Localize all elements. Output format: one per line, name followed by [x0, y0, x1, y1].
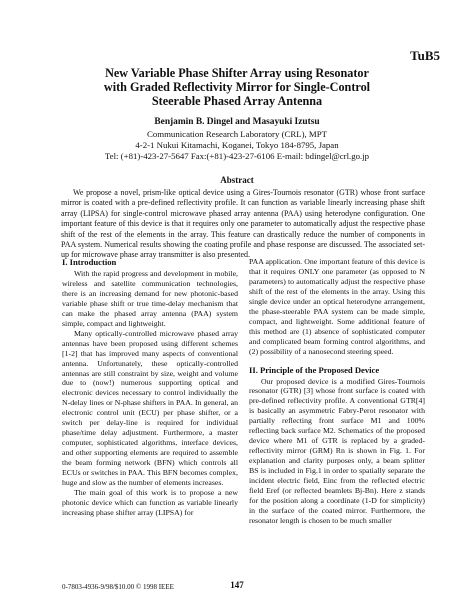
abstract-text: We propose a novel, prism-like optical device using a Gires-Tournois resonator (GTR) whose front surface mirror is coated with a pre-defined reflectivity profile. It can function as variable linearly increasing phase shift array (LIPSA) for single-control microwave phased array antenna (PAA) using heterodyne configuration. One important feature of this device is that it requires only one parameter to automatically adjust the respective phase shift of the rest of the elements in the array. This feature can drastically reduce the number of components in PAA system. Numerical results showing the coating profile and phase response are discussed. The associated set-up for microwave phase array transmitter is also presented.: [61, 188, 425, 260]
principle-paragraph-1: Our proposed device is a modified Gires-Tournois resonator (GTR) [3] whose front surface is coated with pre-defined reflectivity profile. A conventional GTR[4] is basically an asymmetric Fabry-Perot resonator with partially reflecting front surface M1 and 100% reflecting back surface M2. Schematics of the proposed device where M1 of GTR is replaced by a graded-reflectivity mirror (GRM) Rn is shown in Fig. 1. For explanation and clarity purposes only, a beam splitter BS is included in Fig.1 in order to spatially separate the incident electric field, Einc from the reflected electric field Eref (or reflected beamlets Bj-Bn). Here z stands for the position along a coordinate (1-D for simplicity) in the surface of the coated mirror. Furthermore, the resonator length is chosen to be much smaller: [249, 376, 425, 525]
affiliation-address: 4-2-1 Nukui Kitamachi, Koganei, Tokyo 184-8795, Japan: [135, 140, 339, 150]
paper-title: [0, 66, 474, 108]
intro-paragraph-1: With the rapid progress and development in mobile, wireless and satellite communication technologies, there is an increasing demand for new photonic-based variable phase shift or true time-delay mechanism that can make the phased array antenna (PAA) system simple, compact and lightweight.: [62, 269, 238, 328]
affiliation-org: Communication Research Laboratory (CRL), MPT: [146, 129, 328, 139]
principle-heading: II. Principle of the Proposed Device: [249, 364, 380, 375]
title-line-1: New Variable Phase Shifter Array using Resonator: [105, 66, 369, 80]
right-paragraph-1: PAA application. One important feature of this device is that it requires ONLY one parameter (as opposed to N parameters) to automatically adjust the respective phase shift of the rest of the elements in the array. Using this single device under an optical heterodyne arrangement, the phase-steerable PAA system can be made simple, compact, and lightweight. Some additional feature of this method are (1) absence of sophisticated computer and complicated beam forming control algorithms, and (2) possibility of a nanosecond steering speed.: [249, 257, 425, 356]
isbn-footer: 0-7803-4936-9/98/$10.00 © 1998 IEEE: [62, 583, 174, 591]
authors: Benjamin B. Dingel and Masayuki Izutsu: [154, 117, 320, 127]
session-code: TuB5: [410, 48, 440, 63]
affiliation-contact: Tel: (+81)-423-27-5647 Fax:(+81)-423-27-6106 E-mail: bdingel@crl.go.jp: [104, 151, 370, 161]
intro-heading: I. Introduction: [62, 257, 117, 267]
title-line-2: with Graded Reflectivity Mirror for Single-Control: [103, 80, 371, 94]
title-line-3: Steerable Phased Array Antenna: [151, 94, 323, 108]
abstract-heading: Abstract: [220, 175, 254, 185]
affiliation: [0, 129, 474, 162]
right-column: [249, 257, 425, 526]
page-number: 147: [230, 580, 244, 590]
intro-paragraph-3: The main goal of this work is to propose a new photonic device which can function as variable linearly increasing phase shifter array (LIPSA) for: [62, 487, 238, 517]
left-column: [62, 257, 238, 518]
intro-paragraph-2: Many optically-controlled microwave phased array antennas have been proposed using different schemes [1-2] that has improved many aspects of conventional antenna. Unfortunately, these optically-controlled antennas are still constraint by size, weight and volume due to (now!) numerous supporting optical and electronic devices necessary to control individually the N-delay lines or N-phase shifters in PAA. In general, an electronic control unit (ECU) per phase shifter, or a switch per delay-line is required for individual phase/time delay adjustment. Furthermore, a master computer, sophisticated algorithms, interface devices, and other supporting elements are required to assemble the beam forming network (BFN) which controls all ECUs or switches in PAA. This BFN becomes complex, huge and slow as the number of elements increases.: [62, 328, 238, 488]
